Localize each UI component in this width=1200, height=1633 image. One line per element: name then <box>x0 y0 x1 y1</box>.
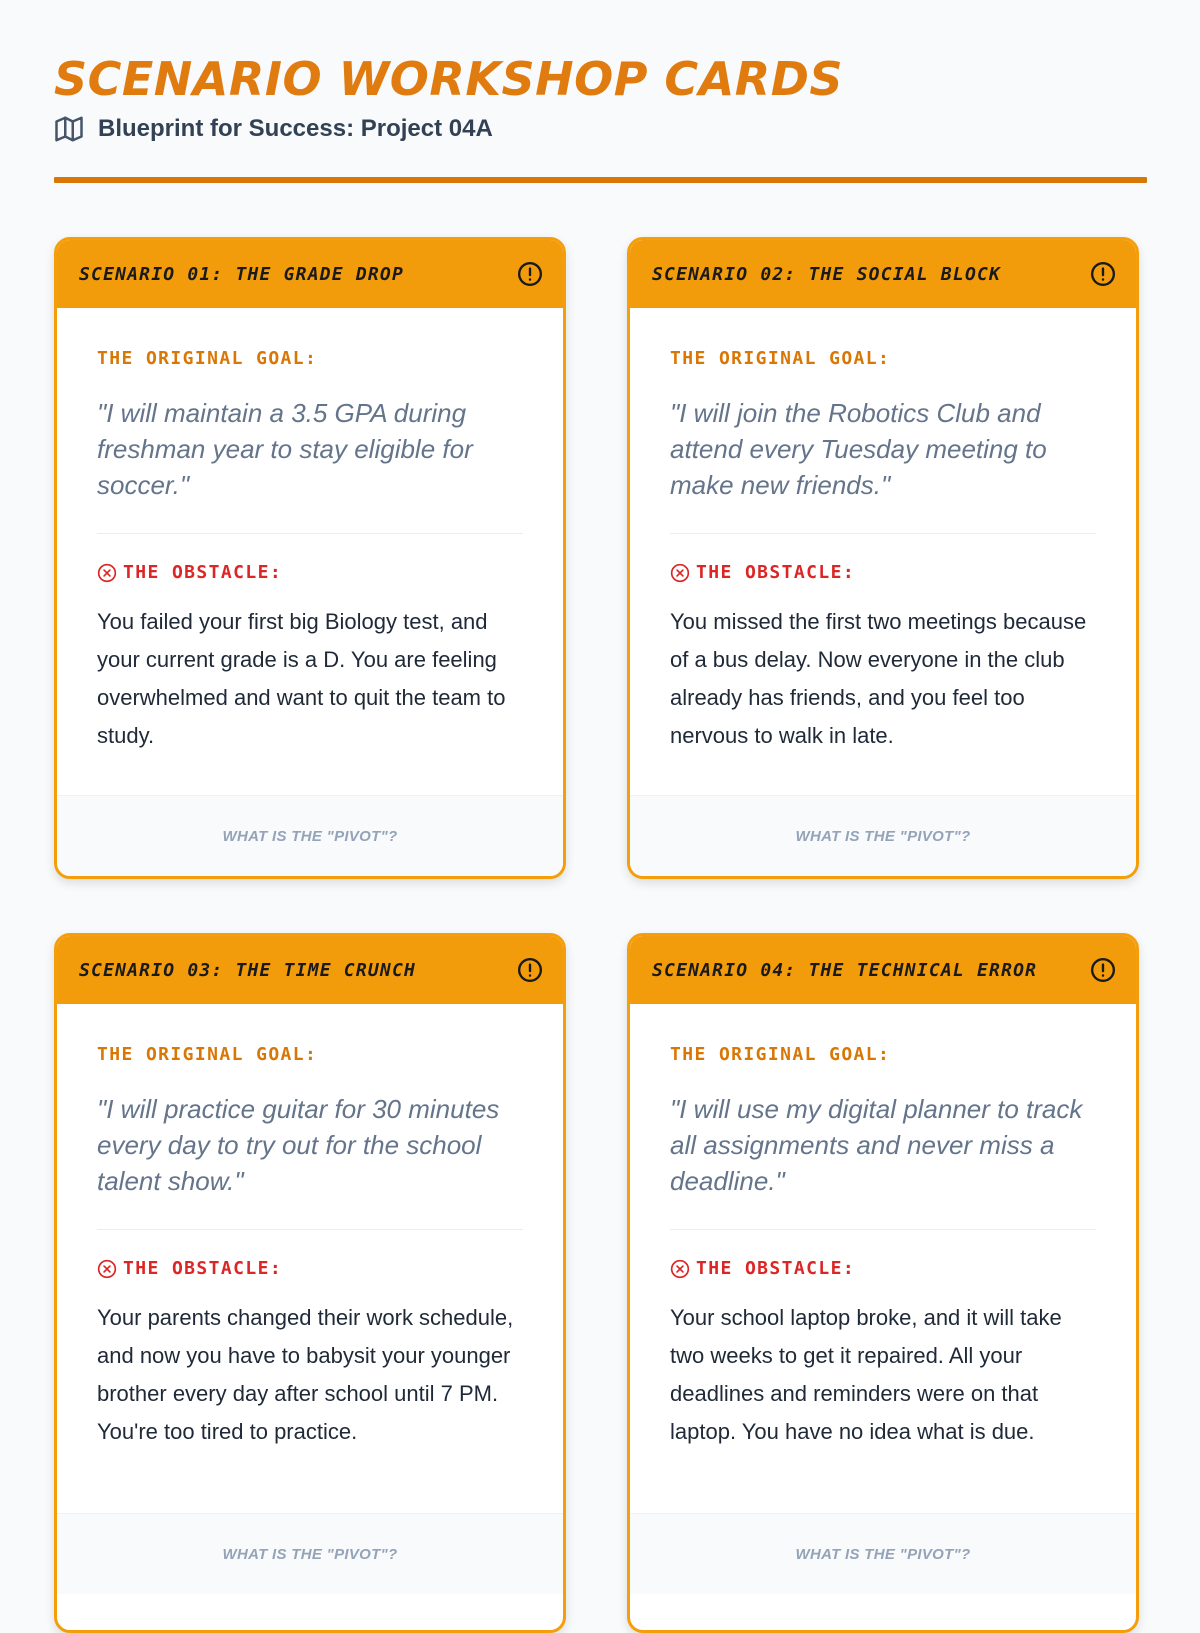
x-circle-icon <box>97 563 117 583</box>
pivot-prompt: WHAT IS THE "PIVOT"? <box>795 1545 971 1563</box>
obstacle-label-row <box>97 1258 523 1279</box>
page-subtitle: Blueprint for Success: Project 04A <box>98 115 493 142</box>
goal-label: THE ORIGINAL GOAL: <box>97 348 318 369</box>
card-divider <box>97 1229 523 1230</box>
card-divider <box>670 1229 1096 1230</box>
obstacle-label: THE OBSTACLE: <box>696 562 856 583</box>
pivot-prompt: WHAT IS THE "PIVOT"? <box>222 827 398 845</box>
scenario-card <box>54 237 566 879</box>
card-header <box>57 936 563 1004</box>
card-body <box>630 308 1136 755</box>
card-body <box>57 308 563 755</box>
subtitle-row <box>54 114 493 144</box>
obstacle-text: Your parents changed their work schedule, and now you have to babysit your younger brother every day after school until 7 PM. You're too tired to practice. <box>97 1305 514 1444</box>
obstacle-text: You missed the first two meetings because of a bus delay. Now everyone in the club already has friends, and you feel too nervous to walk in late. <box>670 609 1087 748</box>
card-header <box>630 936 1136 1004</box>
alert-icon <box>517 261 543 287</box>
obstacle-label: THE OBSTACLE: <box>123 1258 283 1279</box>
goal-label: THE ORIGINAL GOAL: <box>670 1044 891 1065</box>
card-body <box>630 1004 1136 1451</box>
obstacle-label-row <box>97 562 523 583</box>
x-circle-icon <box>670 1259 690 1279</box>
card-header <box>630 240 1136 308</box>
obstacle-text: Your school laptop broke, and it will take two weeks to get it repaired. All your deadlines and reminders were on that laptop. You have no idea what is due. <box>670 1305 1062 1444</box>
obstacle-text: You failed your first big Biology test, and your current grade is a D. You are feeling overwhelmed and want to quit the team to study. <box>97 609 506 748</box>
scenario-card <box>627 237 1139 879</box>
card-footer <box>630 1513 1136 1594</box>
pivot-prompt: WHAT IS THE "PIVOT"? <box>222 1545 398 1563</box>
card-title: SCENARIO 01: THE GRADE DROP <box>79 263 404 285</box>
alert-icon <box>517 957 543 983</box>
obstacle-label: THE OBSTACLE: <box>123 562 283 583</box>
scenario-card <box>627 933 1139 1633</box>
alert-icon <box>1090 957 1116 983</box>
goal-label: THE ORIGINAL GOAL: <box>670 348 891 369</box>
header-divider <box>54 177 1147 183</box>
goal-text: "I will maintain a 3.5 GPA during freshman year to stay eligible for soccer." <box>97 398 473 500</box>
card-title: SCENARIO 02: THE SOCIAL BLOCK <box>652 263 1002 285</box>
goal-text: "I will join the Robotics Club and attend every Tuesday meeting to make new friends." <box>670 398 1047 500</box>
card-body <box>57 1004 563 1451</box>
card-title: SCENARIO 03: THE TIME CRUNCH <box>79 959 417 981</box>
card-header <box>57 240 563 308</box>
page-title: SCENARIO WORKSHOP CARDS <box>54 52 844 106</box>
x-circle-icon <box>670 563 690 583</box>
alert-icon <box>1090 261 1116 287</box>
card-footer <box>57 1513 563 1594</box>
card-divider <box>670 533 1096 534</box>
card-divider <box>97 533 523 534</box>
obstacle-label-row <box>670 562 1096 583</box>
card-title: SCENARIO 04: THE TECHNICAL ERROR <box>652 959 1038 981</box>
map-icon <box>54 114 84 144</box>
obstacle-label: THE OBSTACLE: <box>696 1258 856 1279</box>
card-footer <box>57 795 563 876</box>
goal-label: THE ORIGINAL GOAL: <box>97 1044 318 1065</box>
scenario-card <box>54 933 566 1633</box>
x-circle-icon <box>97 1259 117 1279</box>
goal-text: "I will practice guitar for 30 minutes every day to try out for the school talent show." <box>97 1094 500 1196</box>
obstacle-label-row <box>670 1258 1096 1279</box>
goal-text: "I will use my digital planner to track all assignments and never miss a deadline." <box>670 1094 1083 1196</box>
card-footer <box>630 795 1136 876</box>
pivot-prompt: WHAT IS THE "PIVOT"? <box>795 827 971 845</box>
